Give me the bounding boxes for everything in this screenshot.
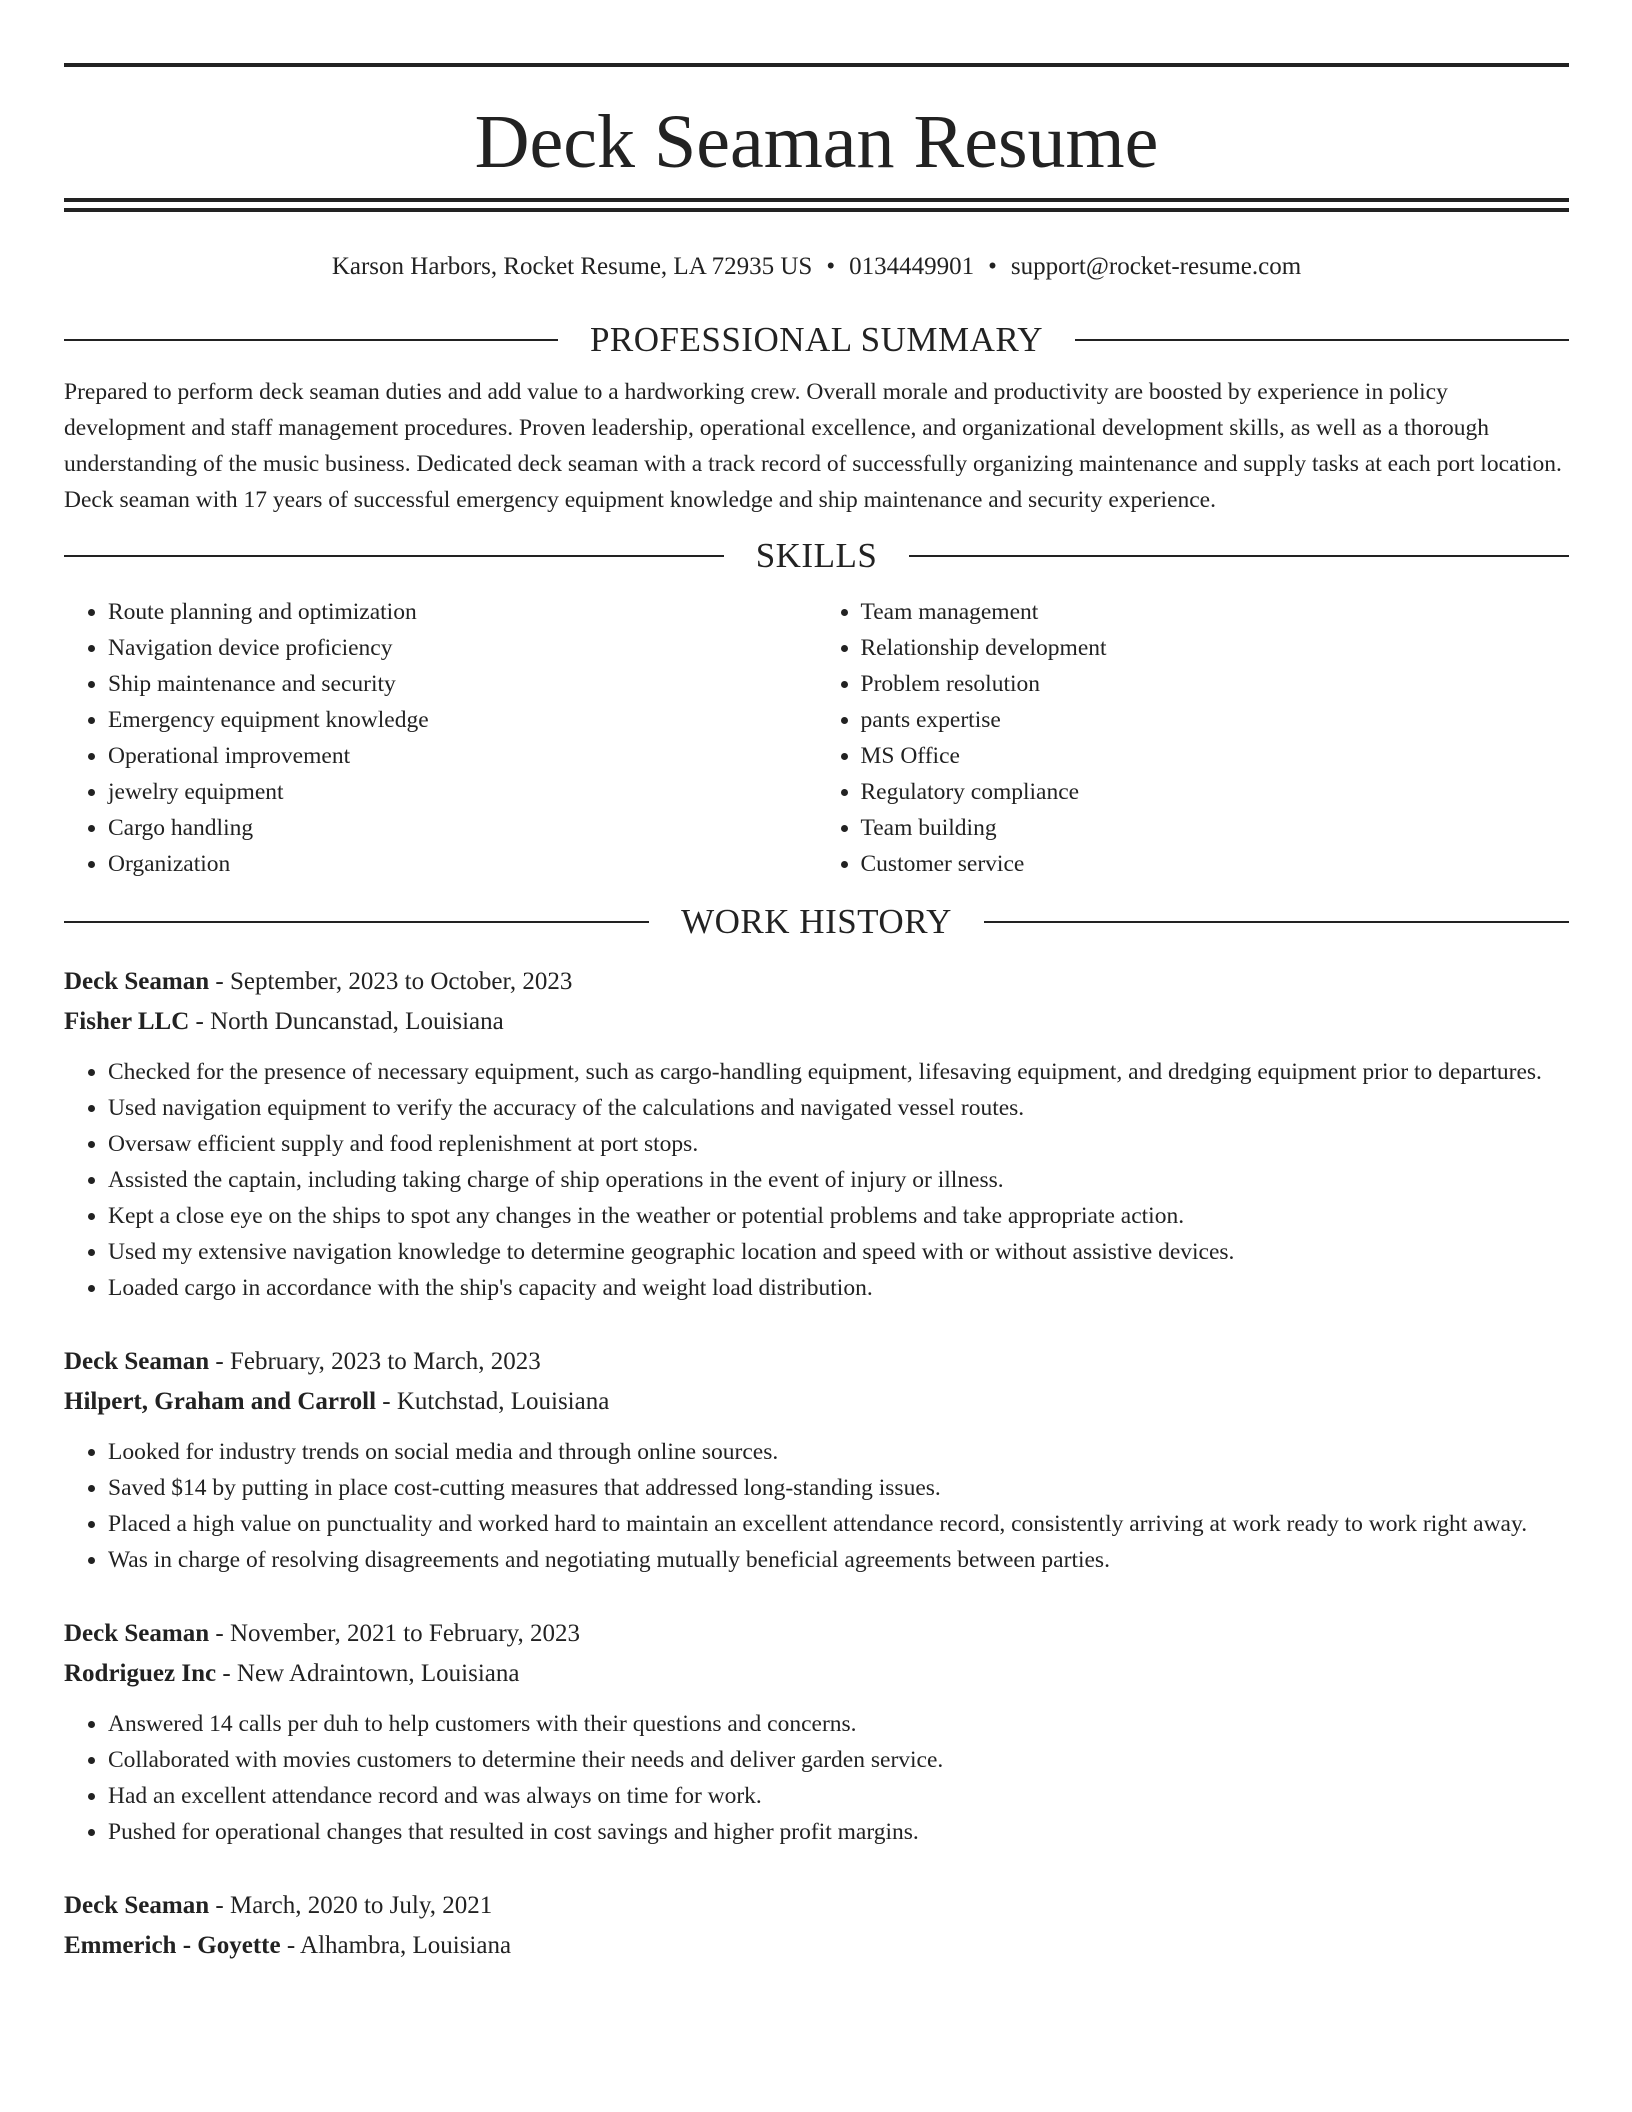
summary-text: Prepared to perform deck seaman duties and add value to a hardworking crew. Overall morale and productivity are boosted by experience in policy development and staff management procedures. Proven leadership, operational excellence, and organizational development skills, as well as a thorough understanding of the music business. Dedicated deck seaman with a track record of successfully organizing maintenance and supply tasks at each port location. Deck seaman with 17 years of successful emergency equipment knowledge and ship maintenance and security experience. [64, 379, 1562, 513]
job-location: - New Adraintown, Louisiana [216, 1660, 520, 1687]
job-title: Deck Seaman [64, 1620, 210, 1647]
work-history-heading-label: WORK HISTORY [681, 902, 952, 941]
job-bullets [64, 1706, 1569, 1850]
top-rule [64, 63, 1569, 67]
job-bullet: • Loaded cargo in accordance with the ship's capacity and weight load distribution. [108, 1270, 1569, 1306]
summary-heading-label: PROFESSIONAL SUMMARY [589, 320, 1044, 359]
job-dates: - September, 2023 to October, 2023 [209, 968, 573, 995]
contact-line [64, 250, 1569, 284]
skill-item: • jewelry equipment [108, 774, 817, 810]
skills-list [64, 594, 1569, 882]
job-bullet: • Used my extensive navigation knowledge to determine geographic location and speed with or without assistive devices. [108, 1234, 1569, 1270]
skill-item: • Emergency equipment knowledge [108, 702, 817, 738]
skill-item: • Team building [861, 810, 1570, 846]
skill-item: • Navigation device proficiency [108, 630, 817, 666]
job-company: Emmerich - Goyette [64, 1932, 281, 1959]
job-company-line [64, 1382, 1569, 1422]
job-entry [64, 1614, 1569, 1850]
contact-address: Karson Harbors, Rocket Resume, LA 72935 US [331, 253, 813, 280]
job-company: Rodriguez Inc [64, 1660, 217, 1687]
job-title-line [64, 1614, 1569, 1654]
job-title: Deck Seaman [64, 1892, 210, 1919]
job-bullet: • Pushed for operational changes that resulted in cost savings and higher profit margins. [108, 1814, 1569, 1850]
heading-rule-right [984, 921, 1569, 923]
job-company-line [64, 1926, 1569, 1966]
job-company: Hilpert, Graham and Carroll [64, 1388, 377, 1415]
job-location: - Kutchstad, Louisiana [376, 1388, 610, 1415]
title-rule-upper [64, 198, 1569, 202]
skill-item: • Problem resolution [861, 666, 1570, 702]
skill-item: • Route planning and optimization [108, 594, 817, 630]
job-entry [64, 1886, 1569, 1966]
job-dates: - February, 2023 to March, 2023 [209, 1348, 541, 1375]
skill-item: • Customer service [861, 846, 1570, 882]
work-history-heading [64, 902, 1569, 942]
summary-heading [64, 320, 1569, 360]
skill-item: • Cargo handling [108, 810, 817, 846]
heading-rule-left [64, 921, 649, 923]
skill-item: • Relationship development [861, 630, 1570, 666]
job-dates: - November, 2021 to February, 2023 [209, 1620, 581, 1647]
job-bullet: • Checked for the presence of necessary equipment, such as cargo-handling equipment, lifesaving equipment, and dredging equipment prior to departures. [108, 1054, 1569, 1090]
job-bullet: • Oversaw efficient supply and food replenishment at port stops. [108, 1126, 1569, 1162]
title-rule-lower [64, 208, 1569, 212]
job-title: Deck Seaman [64, 968, 210, 995]
skills-heading [64, 536, 1569, 576]
skill-item: • Operational improvement [108, 738, 817, 774]
job-bullet: • Assisted the captain, including taking charge of ship operations in the event of injury or illness. [108, 1162, 1569, 1198]
job-bullets [64, 1054, 1569, 1306]
job-bullet: • Was in charge of resolving disagreements and negotiating mutually beneficial agreements between parties. [108, 1542, 1569, 1578]
heading-rule-left [64, 555, 724, 557]
document-title: Deck Seaman Resume [474, 100, 1159, 184]
job-bullet: • Saved $14 by putting in place cost-cutting measures that addressed long-standing issues. [108, 1470, 1569, 1506]
job-location: - North Duncanstad, Louisiana [189, 1008, 504, 1035]
skills-column-left [64, 594, 817, 882]
resume-page [64, 0, 1569, 1966]
job-title-line [64, 1886, 1569, 1926]
contact-email[interactable]: support@rocket-resume.com [1010, 253, 1302, 280]
job-bullet: • Had an excellent attendance record and was always on time for work. [108, 1778, 1569, 1814]
job-bullets [64, 1434, 1569, 1578]
job-bullet: • Looked for industry trends on social media and through online sources. [108, 1434, 1569, 1470]
job-entry [64, 1342, 1569, 1578]
job-dates: - March, 2020 to July, 2021 [209, 1892, 493, 1919]
heading-rule-right [1075, 339, 1569, 341]
skill-item: • Organization [108, 846, 817, 882]
job-title: Deck Seaman [64, 1348, 210, 1375]
skill-item: • Ship maintenance and security [108, 666, 817, 702]
job-company-line [64, 1654, 1569, 1694]
job-company-line [64, 1002, 1569, 1042]
contact-separator: • [826, 253, 836, 280]
job-company: Fisher LLC [64, 1008, 190, 1035]
skill-item: • MS Office [861, 738, 1570, 774]
job-title-line [64, 962, 1569, 1002]
skill-item: • Team management [861, 594, 1570, 630]
job-bullet: • Placed a high value on punctuality and worked hard to maintain an excellent attendance record, consistently arriving at work ready to work right away. [108, 1506, 1569, 1542]
skills-heading-label: SKILLS [755, 536, 878, 575]
job-entry [64, 962, 1569, 1306]
contact-separator: • [988, 253, 997, 280]
job-bullet: • Kept a close eye on the ships to spot any changes in the weather or potential problems and take appropriate action. [108, 1198, 1569, 1234]
contact-phone: 0134449901 [849, 253, 975, 280]
heading-rule-left [64, 339, 558, 341]
skill-item: • Regulatory compliance [861, 774, 1570, 810]
job-bullet: • Answered 14 calls per duh to help customers with their questions and concerns. [108, 1706, 1569, 1742]
skill-item: • pants expertise [861, 702, 1570, 738]
job-bullet: • Collaborated with movies customers to determine their needs and deliver garden service. [108, 1742, 1569, 1778]
heading-rule-right [909, 555, 1569, 557]
job-bullet: • Used navigation equipment to verify the accuracy of the calculations and navigated vessel routes. [108, 1090, 1569, 1126]
skills-column-right [817, 594, 1570, 882]
job-title-line [64, 1342, 1569, 1382]
job-location: - Alhambra, Louisiana [280, 1932, 512, 1959]
